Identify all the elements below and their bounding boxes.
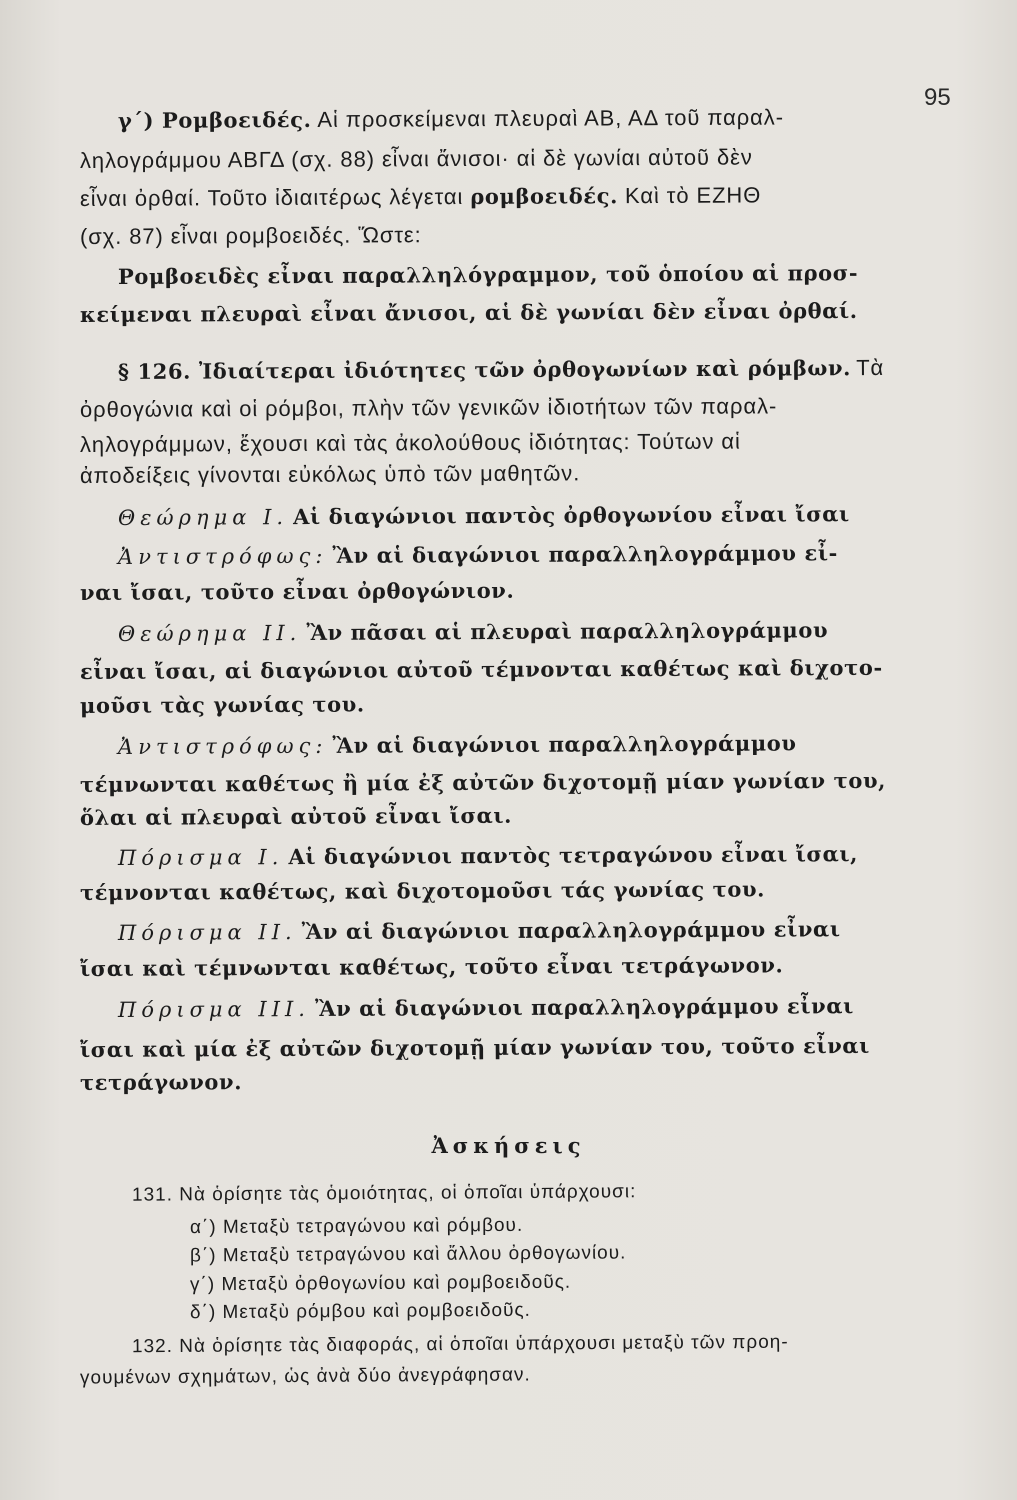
section-126-line-1 [118,355,935,385]
converse-2-text: Ἂν αἱ διαγώνιοι παραλληλογράμμου [332,730,797,758]
exercise-131-b: β΄) Μεταξὺ τετραγώνου καὶ ἄλλου ὀρθογωνίου. [189,1242,627,1267]
converse-2-label: Ἀντιστρόφως: [117,733,328,759]
corollary-2-label: Πόρισμα ΙΙ. [117,920,297,945]
page-number: 95 [924,84,951,111]
definition-rhomboid-line-2: κείμεναι πλευραὶ εἶναι ἄνισοι, αἱ δὲ γωνίαι δὲν εἶναι ὀρθαί. [79,297,858,327]
para-rhomboid-line-1 [118,104,935,134]
rhomboid-line-3-post: Καὶ τὸ ΕΖΗΘ [624,182,762,209]
theorem-2-line-1 [118,617,935,646]
corollary-1-text: Αἱ διαγώνιοι παντὸς τετραγώνου εἶναι ἴσαι, [288,841,859,870]
corollary-1-label: Πόρισμα Ι. [117,845,284,870]
converse-1-line-2: ναι ἴσαι, τοῦτο εἶναι ὀρθογώνιον. [79,577,515,605]
exercise-131-c: γ΄) Μεταξὺ ὀρθογωνίου καὶ ρομβοειδοῦς. [189,1271,572,1296]
theorem-1-line-1 [118,501,935,530]
corollary-3-line-3: τετράγωνον. [79,1069,243,1095]
para-rhomboid-line-4: (σχ. 87) εἶναι ρομβοειδές. Ὥστε: [79,222,422,249]
converse-1-text: Ἂν αἱ διαγώνιοι παραλληλογράμμου εἶ- [332,540,838,568]
converse-2-line-3: ὅλαι αἱ πλευραὶ αὐτοῦ εἶναι ἴσαι. [79,802,513,830]
corollary-2-line-1 [118,916,935,945]
corollary-3-line-2: ἴσαι καὶ μία ἐξ αὐτῶν διχοτομῇ μίαν γωνίαν του, τοῦτο εἶναι [79,1032,870,1062]
theorem-2-line-2: εἶναι ἴσαι, αἱ διαγώνιοι αὐτοῦ τέμνονται καθέτως καὶ διχοτο- [79,654,883,684]
converse-2-line-2: τέμνωνται καθέτως ἢ μία ἐξ αὐτῶν διχοτομῇ μίαν γωνίαν του, [79,767,887,797]
section-126-heading: § 126. Ἰδιαίτεραι ἰδιότητες τῶν ὀρθογωνίων καὶ ρόμβων. [117,355,852,384]
theorem-2-label: Θεώρημα ΙΙ. [117,621,302,646]
theorem-2-text: Ἂν πᾶσαι αἱ πλευραὶ παραλληλογράμμου [306,617,829,646]
definition-rhomboid-line-1: Ρομβοειδὲς εἶναι παραλληλόγραμμον, τοῦ ὁποίου αἱ προσ- [117,260,859,289]
exercise-132: 132. Νὰ ὁρίσητε τὰς διαφοράς, αἱ ὁποῖαι ὑπάρχουσι μεταξὺ τῶν προη- [131,1331,789,1358]
converse-2-line-1 [118,730,935,759]
exercise-131: 131. Νὰ ὁρίσητε τὰς ὁμοιότητας, οἱ ὁποῖαι ὑπάρχουσι: [131,1181,637,1206]
corollary-3-line-1 [118,993,935,1022]
rhomboid-term: ρομβοειδές. [470,183,619,209]
corollary-2-line-2: ἴσαι καὶ τέμνωνται καθέτως, τοῦτο εἶναι τετράγωνον. [79,952,784,981]
exercise-131-a: α΄) Μεταξὺ τετραγώνου καὶ ρόμβου. [189,1214,524,1239]
converse-1-label: Ἀντιστρόφως: [117,543,328,569]
rhomboid-lead: γ΄) Ρομβοειδές. [117,106,312,133]
theorem-1-label: Θεώρημα Ι. [117,505,289,530]
section-126-line-3: ληλογράμμων, ἔχουσι καὶ τὰς ἀκολούθους ἰδιότητας: Τούτων αἱ [79,428,741,457]
exercise-132-line-2: γουμένων σχημάτων, ὡς ἀνὰ δύο ἀνεγράφησαν. [79,1364,531,1389]
para-rhomboid-line-3 [80,182,935,212]
theorem-1-text: Αἱ διαγώνιοι παντὸς ὀρθογωνίου εἶναι ἴσαι [293,501,850,530]
para-rhomboid-line-2: ληλογράμμου ΑΒΓΔ (σχ. 88) εἶναι ἄνισοι· αἱ δὲ γωνίαι αὐτοῦ δὲν [79,144,753,173]
corollary-3-text: Ἂν αἱ διαγώνιοι παραλληλογράμμου εἶναι [314,993,854,1021]
converse-1-line-1 [118,540,935,569]
exercise-131-d: δ΄) Μεταξὺ ρόμβου καὶ ρομβοειδοῦς. [189,1299,532,1324]
corollary-2-text: Ἂν αἱ διαγώνιοι παραλληλογράμμου εἶναι [301,916,841,945]
corollary-1-line-2: τέμνονται καθέτως, καὶ διχοτομοῦσι τάς γωνίας του. [79,876,766,905]
corollary-3-label: Πόρισμα ΙΙΙ. [117,996,311,1022]
exercises-heading: Ἀσκήσεις [431,1133,586,1158]
section-126-line-2: ὀρθογώνια καὶ οἱ ρόμβοι, πλὴν τῶν γενικῶν ἰδιοτήτων τῶν παραλ- [79,393,778,422]
corollary-1-line-1 [118,841,935,870]
theorem-2-line-3: μοῦσι τὰς γωνίας του. [79,691,365,718]
rhomboid-line-3-pre: εἶναι ὀρθαί. Τοῦτο ἰδιαιτέρως λέγεται [79,183,464,211]
section-126-line-1-tail: Τὰ [856,354,885,381]
section-126-line-4: ἀποδείξεις γίνονται εὐκόλως ὑπὸ τῶν μαθητῶν. [79,460,581,488]
rhomboid-line-1-text: Αἱ προσκείμεναι πλευραὶ ΑΒ, ΑΔ τοῦ παραλ- [317,104,784,132]
